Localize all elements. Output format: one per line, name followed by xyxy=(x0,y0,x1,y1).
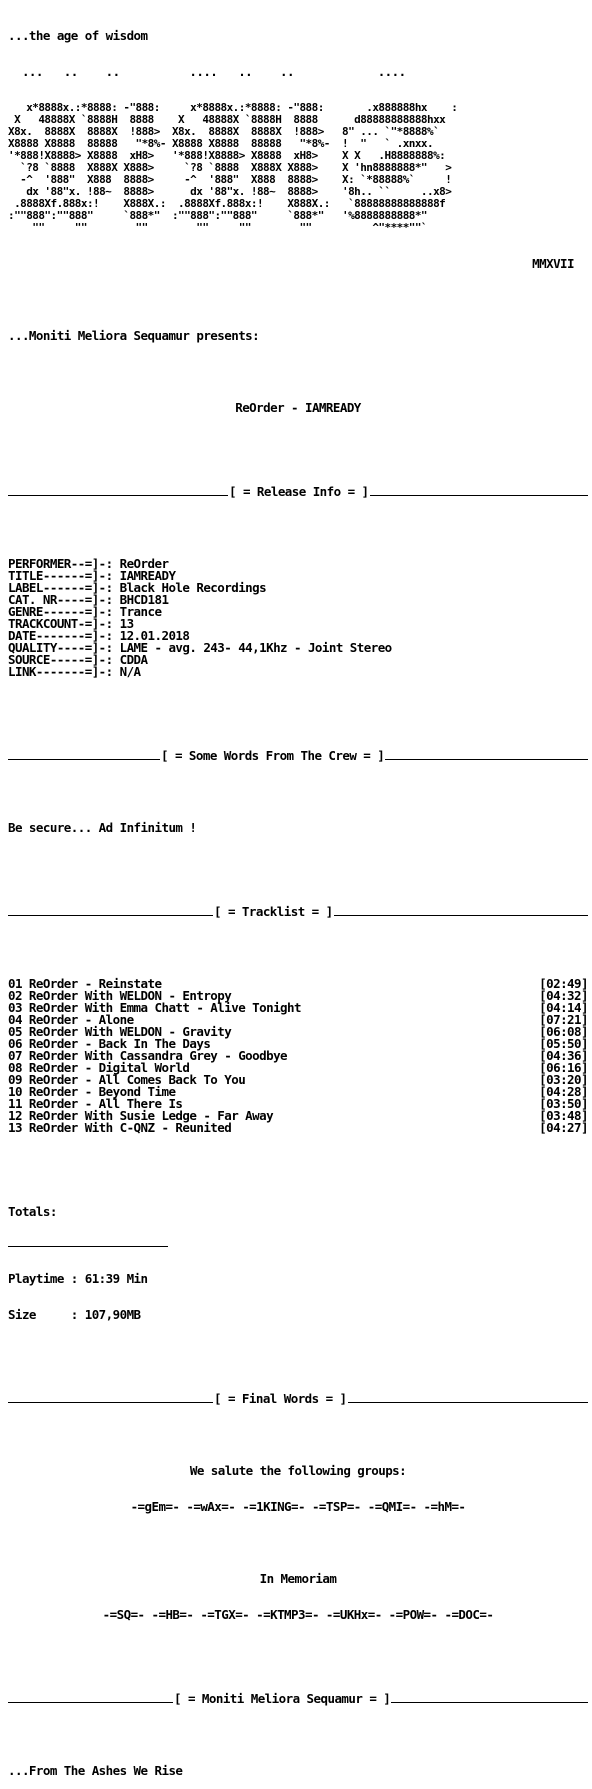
presents-line: ...Moniti Meliora Sequamur presents: xyxy=(8,328,260,343)
logo-art-line: :""888":""888" `888*" :""888":""888" `888*" '%8888888888*" xyxy=(8,209,428,222)
info-row: GENRE------=]-: Trance xyxy=(8,604,162,619)
logo-art-line: .8888Xf.888x:! X888X.: .8888Xf.888x:! X888X.: `88888888888888f xyxy=(8,197,446,210)
logo-art-line: '*888!X8888> X8888 xH8> '*888!X8888> X8888 xH8> X X .H8888888%: xyxy=(8,149,446,162)
memoriam-title: In Memoriam xyxy=(259,1571,337,1586)
track-title: 13 ReOrder With C-QNZ - Reunited xyxy=(8,1120,232,1135)
track-duration: [02:49] xyxy=(539,976,588,991)
logo-art-line: "" "" "" "" "" "" ^"****""` xyxy=(8,221,428,234)
section-header-crew: [ = Some Words From The Crew = ] xyxy=(8,750,588,762)
totals-divider xyxy=(8,1246,168,1247)
info-row: CAT. NR----=]-: BHCD181 xyxy=(8,592,169,607)
size: Size : 107,90MB xyxy=(8,1307,141,1322)
track-title: 01 ReOrder - Reinstate xyxy=(8,976,162,991)
logo-dots: ... .. .. .... .. .. .... xyxy=(8,64,406,79)
section-header-final-words: [ = Final Words = ] xyxy=(8,1393,588,1405)
salute-title: We salute the following groups: xyxy=(189,1463,407,1478)
totals-label: Totals: xyxy=(8,1204,57,1219)
track-duration: [05:50] xyxy=(539,1036,588,1051)
salute-groups: -=gEm=- -=wAx=- -=1KING=- -=TSP=- -=QMI=- -=hM=- xyxy=(130,1499,466,1514)
ascii-logo xyxy=(8,102,588,234)
memoriam-groups: -=SQ=- -=HB=- -=TGX=- -=KTMP3=- -=UKHx=- -=POW=- -=DOC=- xyxy=(102,1607,494,1622)
logo-art-line: x*8888x.:*8888: -"888: x*8888x.:*8888: -"888: .x888888hx : xyxy=(8,101,458,114)
track-row xyxy=(8,1122,588,1134)
info-row: PERFORMER--=]-: ReOrder xyxy=(8,556,169,571)
logo-year: MMXVII xyxy=(532,256,574,271)
track-duration: [04:14] xyxy=(539,1000,588,1015)
track-duration: [04:27] xyxy=(539,1120,588,1135)
intro-line: ...the age of wisdom xyxy=(8,28,148,43)
track-title: 04 ReOrder - Alone xyxy=(8,1012,134,1027)
info-row: SOURCE-----=]-: CDDA xyxy=(8,652,148,667)
info-row: TITLE------=]-: IAMREADY xyxy=(8,568,176,583)
track-title: 07 ReOrder With Cassandra Grey - Goodbye xyxy=(8,1048,288,1063)
track-title: 02 ReOrder With WELDON - Entropy xyxy=(8,988,232,1003)
track-duration: [03:48] xyxy=(539,1108,588,1123)
track-duration: [06:08] xyxy=(539,1024,588,1039)
info-row: DATE-------=]-: 12.01.2018 xyxy=(8,628,190,643)
section-header-release-info: [ = Release Info = ] xyxy=(8,486,588,498)
track-duration: [03:20] xyxy=(539,1072,588,1087)
logo-art-line: dx '88"x. !88~ 8888> dx '88"x. !88~ 8888> '8h.. `` ..x8> xyxy=(8,185,452,198)
playtime: Playtime : 61:39 Min xyxy=(8,1271,148,1286)
track-duration: [06:16] xyxy=(539,1060,588,1075)
track-title: 09 ReOrder - All Comes Back To You xyxy=(8,1072,246,1087)
section-header-group: [ = Moniti Meliora Sequamur = ] xyxy=(8,1693,588,1705)
track-title: 03 ReOrder With Emma Chatt - Alive Tonight xyxy=(8,1000,301,1015)
track-title: 05 ReOrder With WELDON - Gravity xyxy=(8,1024,232,1039)
info-row: LINK-------=]-: N/A xyxy=(8,664,141,679)
nfo-document xyxy=(8,6,588,1789)
track-duration: [04:32] xyxy=(539,988,588,1003)
track-title: 06 ReOrder - Back In The Days xyxy=(8,1036,211,1051)
track-duration: [04:28] xyxy=(539,1084,588,1099)
logo-art-line: `?8 `8888 X888X X888> `?8 `8888 X888X X888> X 'hn8888888*" > xyxy=(8,161,452,174)
track-duration: [04:36] xyxy=(539,1048,588,1063)
logo-art-line: -^ '888" X888 8888> -^ '888" X888 8888> X: `*88888%` ! xyxy=(8,173,452,186)
info-row: QUALITY----=]-: LAME - avg. 243- 44,1Khz - Joint Stereo xyxy=(8,640,392,655)
track-title: 10 ReOrder - Beyond Time xyxy=(8,1084,176,1099)
release-title: ReOrder - IAMREADY xyxy=(235,400,361,415)
section-header-tracklist: [ = Tracklist = ] xyxy=(8,906,588,918)
crew-words: Be secure... Ad Infinitum ! xyxy=(8,820,197,835)
info-row: TRACKCOUNT-=]-: 13 xyxy=(8,616,134,631)
release-info-list xyxy=(8,558,588,678)
logo-art-line: X8888 X8888 88888 "*8%- X8888 X8888 88888 "*8%- ! " ` .xnxx. xyxy=(8,137,434,150)
logo-art-line: X8x. 8888X 8888X !888> X8x. 8888X 8888X !888> 8" ... `"*8888%` xyxy=(8,125,440,138)
track-duration: [07:21] xyxy=(539,1012,588,1027)
track-duration: [03:50] xyxy=(539,1096,588,1111)
track-title: 11 ReOrder - All There Is xyxy=(8,1096,183,1111)
track-title: 12 ReOrder With Susie Ledge - Far Away xyxy=(8,1108,274,1123)
logo-art-line: X 48888X `8888H 8888 X 48888X `8888H 8888 d88888888888hxx xyxy=(8,113,446,126)
info-row: LABEL------=]-: Black Hole Recordings xyxy=(8,580,267,595)
tracklist xyxy=(8,978,588,1134)
track-title: 08 ReOrder - Digital World xyxy=(8,1060,190,1075)
outro-line: ...From The Ashes We Rise xyxy=(8,1763,183,1778)
